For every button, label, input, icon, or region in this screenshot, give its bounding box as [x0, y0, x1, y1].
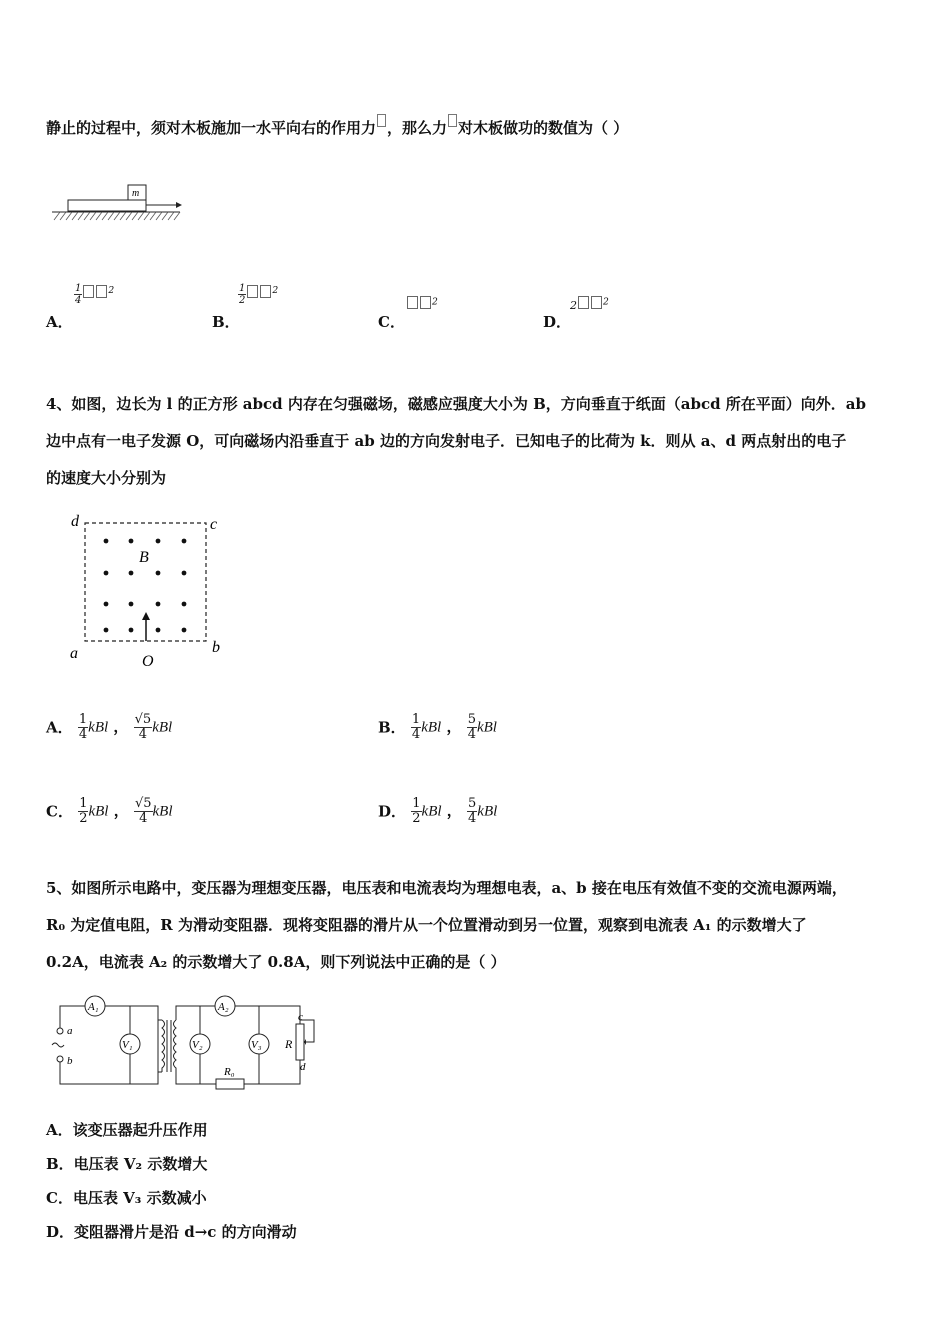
- label-r: R: [285, 1037, 293, 1051]
- q3-option-a[interactable]: A．: [46, 313, 73, 331]
- electron-arrow-head: [142, 612, 150, 620]
- label-c: c: [298, 1011, 303, 1023]
- q4-option-d[interactable]: D． $\frac{1}{2}$ kBl ， $\frac{5}{4}$ kBl: [378, 796, 498, 826]
- label-d: d: [71, 513, 79, 530]
- q4-stem-line2: 边中点有一电子发源 O，可向磁场内沿垂直于 ab 边的方向发射电子．已知电子的比荷为 k．则从 a、d 两点射出的电子: [46, 432, 847, 450]
- wire: [60, 1006, 85, 1028]
- label-v1: V₁: [122, 1039, 133, 1051]
- q5-option-d[interactable]: D．变阻器滑片是沿 d→c 的方向滑动: [46, 1223, 297, 1241]
- label-a1: A₁: [88, 1001, 99, 1013]
- label-b: b: [67, 1055, 73, 1067]
- label-c: c: [210, 516, 218, 533]
- q5-transformer-circuit: [48, 990, 338, 1090]
- wire: [60, 1006, 158, 1084]
- terminal-a: [57, 1028, 63, 1034]
- board-rect: [68, 200, 146, 211]
- q4-stem-line3: 的速度大小分别为: [46, 469, 167, 487]
- q4-option-a[interactable]: A． $\frac{1}{4}$ kBl ， $\frac{√5}{4}$ kBl: [46, 712, 173, 742]
- missing-glyph-box: [448, 114, 457, 127]
- rheostat-r: [296, 1024, 304, 1060]
- q4-stem-line1: 4、如图，边长为 l 的正方形 abcd 内存在匀强磁场，磁感应强度大小为 B，方向垂直于纸面（abcd 所在平面）向外．ab: [46, 395, 867, 413]
- q5-option-a[interactable]: A．该变压器起升压作用: [46, 1121, 208, 1139]
- label-a2: A₂: [218, 1001, 229, 1013]
- missing-glyph-box: [377, 114, 386, 127]
- secondary-coil: [174, 1020, 177, 1072]
- q5-stem-line2: R₀ 为定值电阻，R 为滑动变阻器．现将变阻器的滑片从一个位置滑动到另一位置，观察到电流表 A₁ 的示数增大了: [46, 916, 807, 934]
- label-a: a: [67, 1025, 73, 1037]
- q5-stem-line3: 0.2A，电流表 A₂ 的示数增大了 0.8A，则下列说法中正确的是（ ）: [46, 953, 506, 971]
- terminal-b: [57, 1056, 63, 1062]
- block-label: m: [132, 188, 140, 199]
- q4-magnetic-field-figure: [62, 508, 232, 673]
- q3-option-d-expr: 2 $^2$: [570, 296, 609, 312]
- q5-stem-line1: 5、如图所示电路中，变压器为理想变压器，电压表和电流表均为理想电表，a、b 接在电压有效值不变的交流电源两端，: [46, 879, 847, 897]
- wire: [244, 1060, 300, 1084]
- primary-coil: [162, 1020, 165, 1072]
- label-b: b: [212, 639, 220, 656]
- q3-option-c-expr: 2: [406, 296, 438, 312]
- q3-option-b-expr: $\frac{1}{2}$ $^2$: [239, 283, 279, 306]
- label-B-field: B: [139, 549, 149, 566]
- wire: [176, 1006, 215, 1020]
- q5-option-b[interactable]: B．电压表 V₂ 示数增大: [46, 1155, 208, 1173]
- q3-option-c[interactable]: C．: [378, 313, 405, 331]
- wire: [176, 1072, 216, 1084]
- ac-symbol: [52, 1043, 64, 1047]
- label-v2: V₂: [192, 1039, 203, 1051]
- q3-option-a-expr: $\frac{1}{4}$ $^2$: [75, 283, 115, 306]
- wire: [235, 1006, 300, 1024]
- q4-option-c[interactable]: C． $\frac{1}{2}$ kBl ， $\frac{√5}{4}$ kBl: [46, 796, 173, 826]
- q5-option-c[interactable]: C．电压表 V₃ 示数减小: [46, 1189, 207, 1207]
- q3-option-b[interactable]: B．: [212, 313, 240, 331]
- q3-stem: 静止的过程中，须对木板施加一水平向右的作用力 ，那么力 对木板做功的数值为（ ）: [46, 114, 628, 138]
- q4-option-b[interactable]: B． $\frac{1}{4}$ kBl ， $\frac{5}{4}$ kBl: [378, 712, 497, 742]
- label-r0: R₀: [224, 1066, 235, 1078]
- force-arrow-head: [176, 202, 182, 208]
- label-a: a: [70, 645, 78, 662]
- q3-option-d[interactable]: D．: [543, 313, 572, 331]
- ground-hatch: [54, 212, 180, 220]
- label-v3: V₃: [251, 1039, 262, 1051]
- label-d: d: [300, 1061, 306, 1073]
- q3-board-figure: [50, 180, 185, 228]
- label-O: O: [142, 653, 154, 670]
- resistor-r0: [216, 1079, 244, 1089]
